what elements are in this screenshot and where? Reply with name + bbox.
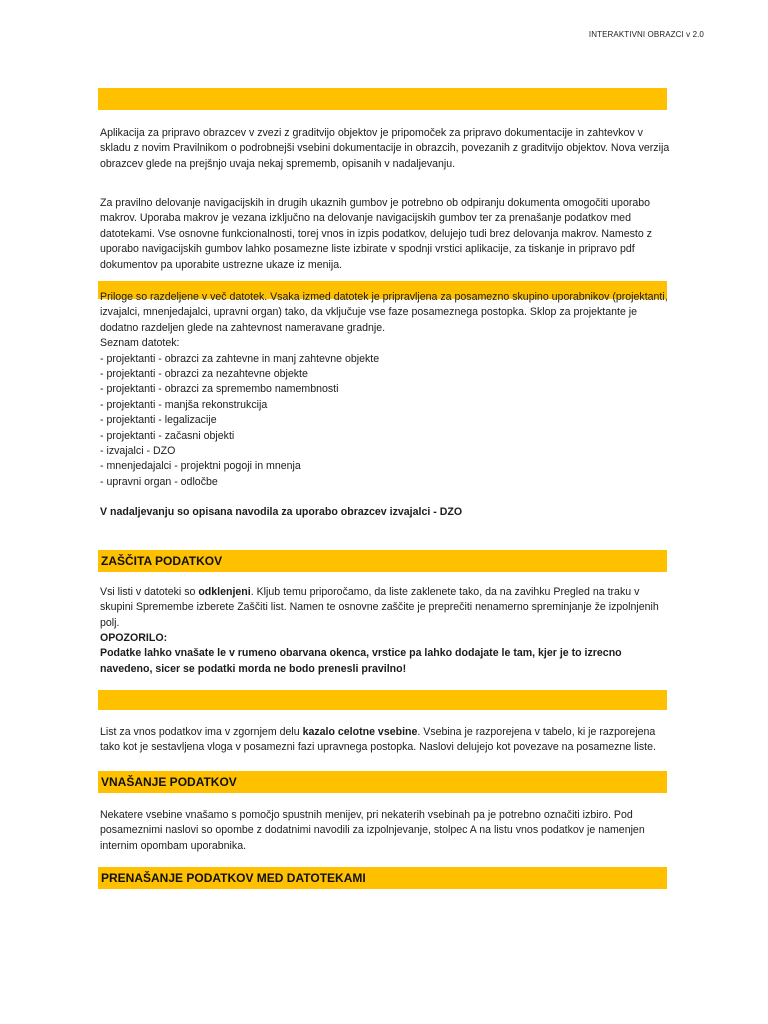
macros-paragraph: Za pravilno delovanje navigacijskih in drugih ukaznih gumbov je potrebno ob odpiranju dokumenta omogočiti uporabo makrov. Uporaba makrov je vezana izključno na delovanje navigacijskih gumbov ter za prenašanje podatkov med datotekami. Vse osnovne funkcionalnosti, torej vnos in izpis podatkov, delujejo tudi brez delovanja makrov. Namesto z uporabo navigacijskih gumbov lahko posamezne liste izbirate v spodnji vrstici aplikacije, za tiskanje in pripravo pdf dokumentov pa uporabite ustrezne ukaze iz menija. [100, 197, 652, 271]
section-heading-data-entry: VNAŠANJE PODATKOV [98, 771, 667, 793]
section-heading-bar-4 [98, 690, 667, 710]
warning-title: OPOZORILO: [100, 632, 168, 644]
list-item: - projektanti - začasni objekti [100, 429, 235, 442]
section-heading-data-protection: ZAŠČITA PODATKOV [98, 550, 667, 572]
section-heading-bar-1 [98, 88, 667, 110]
list-item: - projektanti - obrazci za zahtevne in manj zahtevne objekte [100, 352, 380, 365]
data-entry-paragraph: Nekatere vsebine vnašamo s pomočjo spustnih menijev, pri nekaterih vsebinah pa je potrebno označiti izbiro. Pod posameznimi naslovi so opombe z dodatnimi navodili za izpolnjevanje, stolpec A na listu vnos podatkov je namenjen internim opombam uporabnika. [100, 809, 645, 852]
intro-paragraph: Aplikacija za pripravo obrazcev v zvezi z graditvijo objektov je pripomoček za pripravo dokumentacije in zahtevkov v skladu z novim Pravilnikom o podrobnejši vsebini dokumentacije in obrazcih, povezanih z graditvijo objektov. Nova verzija obrazcev glede na prejšnjo uvaja nekaj sprememb, opisanih v nadaljevanju. [100, 127, 670, 170]
file-list-title: Seznam datotek: [100, 337, 180, 350]
warning-block [100, 631, 670, 677]
file-list-viewport [100, 291, 680, 535]
section-heading-data-transfer: PRENAŠANJE PODATKOV MED DATOTEKAMI [98, 867, 667, 889]
instructions-note: V nadaljevanju so opisana navodila za uporabo obrazcev izvajalci - DZO [100, 506, 463, 519]
index-paragraph: List za vnos podatkov ima v zgornjem delu kazalo celotne vsebine. Vsebina je razporejena v tabelo, ki je razporejena tako kot je sestavljena vloga v posamezni fazi upravnega postopka. Naslovi delujejo kot povezave na posamezne liste. [100, 726, 656, 754]
file-list [100, 352, 670, 491]
list-item: - upravni organ - odločbe [100, 475, 218, 488]
index-emphasis: kazalo celotne vsebine [302, 726, 418, 738]
list-item: - projektanti - obrazci za spremembo namembnosti [100, 383, 339, 396]
unlocked-emphasis: odklenjeni [198, 586, 251, 598]
protection-paragraph: Vsi listi v datoteki so odklenjeni. Kljub temu priporočamo, da liste zaklenete tako, da na zavihku Pregled na traku v skupini Spremembe izberete Zaščiti list. Namen te osnovne zaščite je preprečiti nenamerno spreminjanje že izpolnjenih polj. [100, 586, 659, 629]
list-item: - projektanti - manjša rekonstrukcija [100, 398, 268, 411]
document-header: INTERAKTIVNI OBRAZCI v 2.0 [588, 30, 704, 39]
warning-body: Podatke lahko vnašate le v rumeno obarvana okenca, vrstice pa lahko dodajate le tam, kjer je to izrecno navedeno, sicer se podatki morda ne bodo prenesli pravilno! [100, 647, 622, 675]
file-list-intro: Priloge so razdeljene v več datotek. Vsaka izmed datotek je pripravljena za posamezno skupino uporabnikov (projektanti, izvajalci, mnenjedajalci, upravni organ) tako, da vključuje vse faze posameznega postopka. Sklop za projektante je dodatno razdeljen glede na zahtevnost nameravane gradnje. [100, 291, 668, 334]
list-item: - projektanti - obrazci za nezahtevne objekte [100, 368, 308, 381]
list-item: - mnenjedajalci - projektni pogoji in mnenja [100, 460, 301, 473]
list-item: - izvajalci - DZO [100, 445, 176, 458]
file-list-block [100, 290, 670, 521]
list-item: - projektanti - legalizacije [100, 414, 217, 427]
